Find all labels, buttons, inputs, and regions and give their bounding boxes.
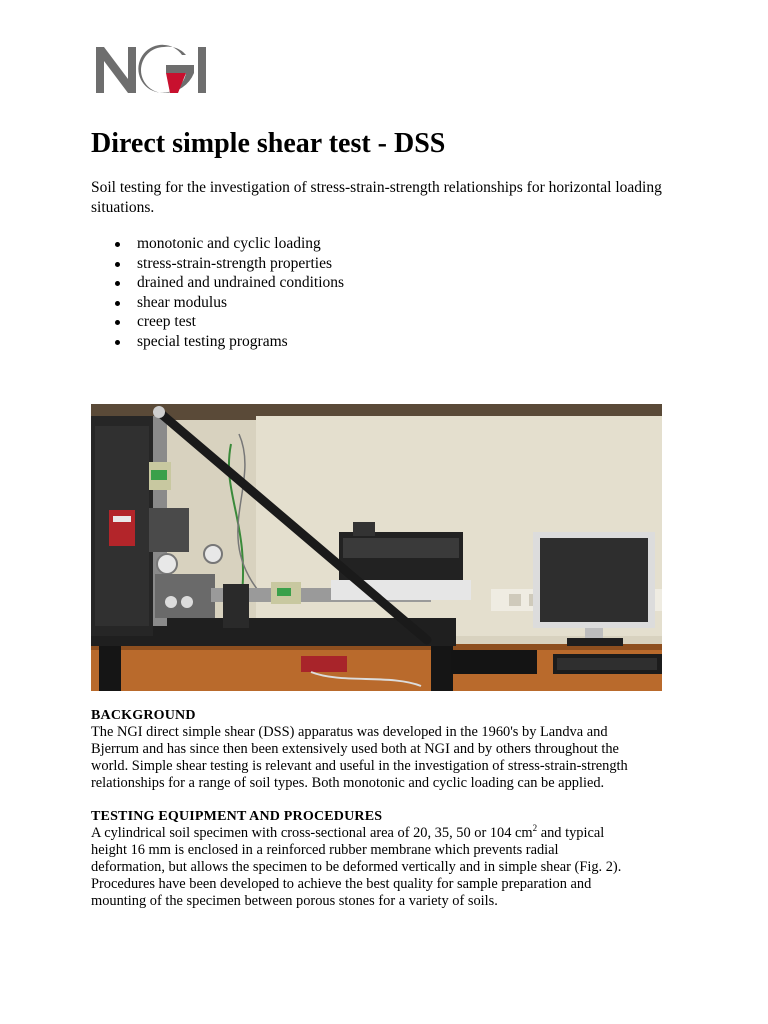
feature-list-item: creep test [91,312,344,332]
intro-paragraph: Soil testing for the investigation of stress-strain-strength relationships for horizontal loading situations. [91,179,662,216]
feature-list [91,234,344,351]
background-heading: BACKGROUND [91,708,196,723]
background-line: world. Simple shear testing is relevant and useful in the investigation of stress-strain-strength [91,758,628,774]
feature-list-item: monotonic and cyclic loading [91,234,344,254]
superscript-two: 2 [532,823,538,833]
testing-line: deformation, but allows the specimen to be deformed vertically and in simple shear (Fig. 2). [91,859,622,875]
dss-apparatus-photo [91,404,662,691]
testing-line: Procedures have been developed to achieve the best quality for sample preparation and [91,876,592,892]
background-line: relationships for a range of soil types. Both monotonic and cyclic loading can be applied. [91,775,605,791]
page-title: Direct simple shear test - DSS [91,128,446,159]
testing-line: height 16 mm is enclosed in a reinforced rubber membrane which prevents radial [91,842,559,858]
logo-letter-i [198,47,206,93]
testing-line [91,825,681,842]
feature-list-item: stress-strain-strength properties [91,254,344,274]
ngi-logo [94,43,210,95]
logo-letter-n [96,47,136,93]
testing-line: mounting of the specimen between porous stones for a variety of soils. [91,893,498,909]
testing-heading: TESTING EQUIPMENT AND PROCEDURES [91,809,383,824]
logo-letter-g [138,45,194,93]
feature-list-item: shear modulus [91,293,344,313]
testing-paragraph [91,825,681,910]
feature-list-item: special testing programs [91,332,344,352]
testing-line-text: A cylindrical soil specimen with cross-sectional area of 20, 35, 50 or 104 cm [91,825,533,841]
background-paragraph [91,724,681,792]
background-line: The NGI direct simple shear (DSS) apparatus was developed in the 1960's by Landva and [91,724,608,740]
background-line: Bjerrum and has since then been extensively used both at NGI and by others throughout the [91,741,619,757]
feature-list-item: drained and undrained conditions [91,273,344,293]
testing-line-text: and typical [537,825,605,841]
